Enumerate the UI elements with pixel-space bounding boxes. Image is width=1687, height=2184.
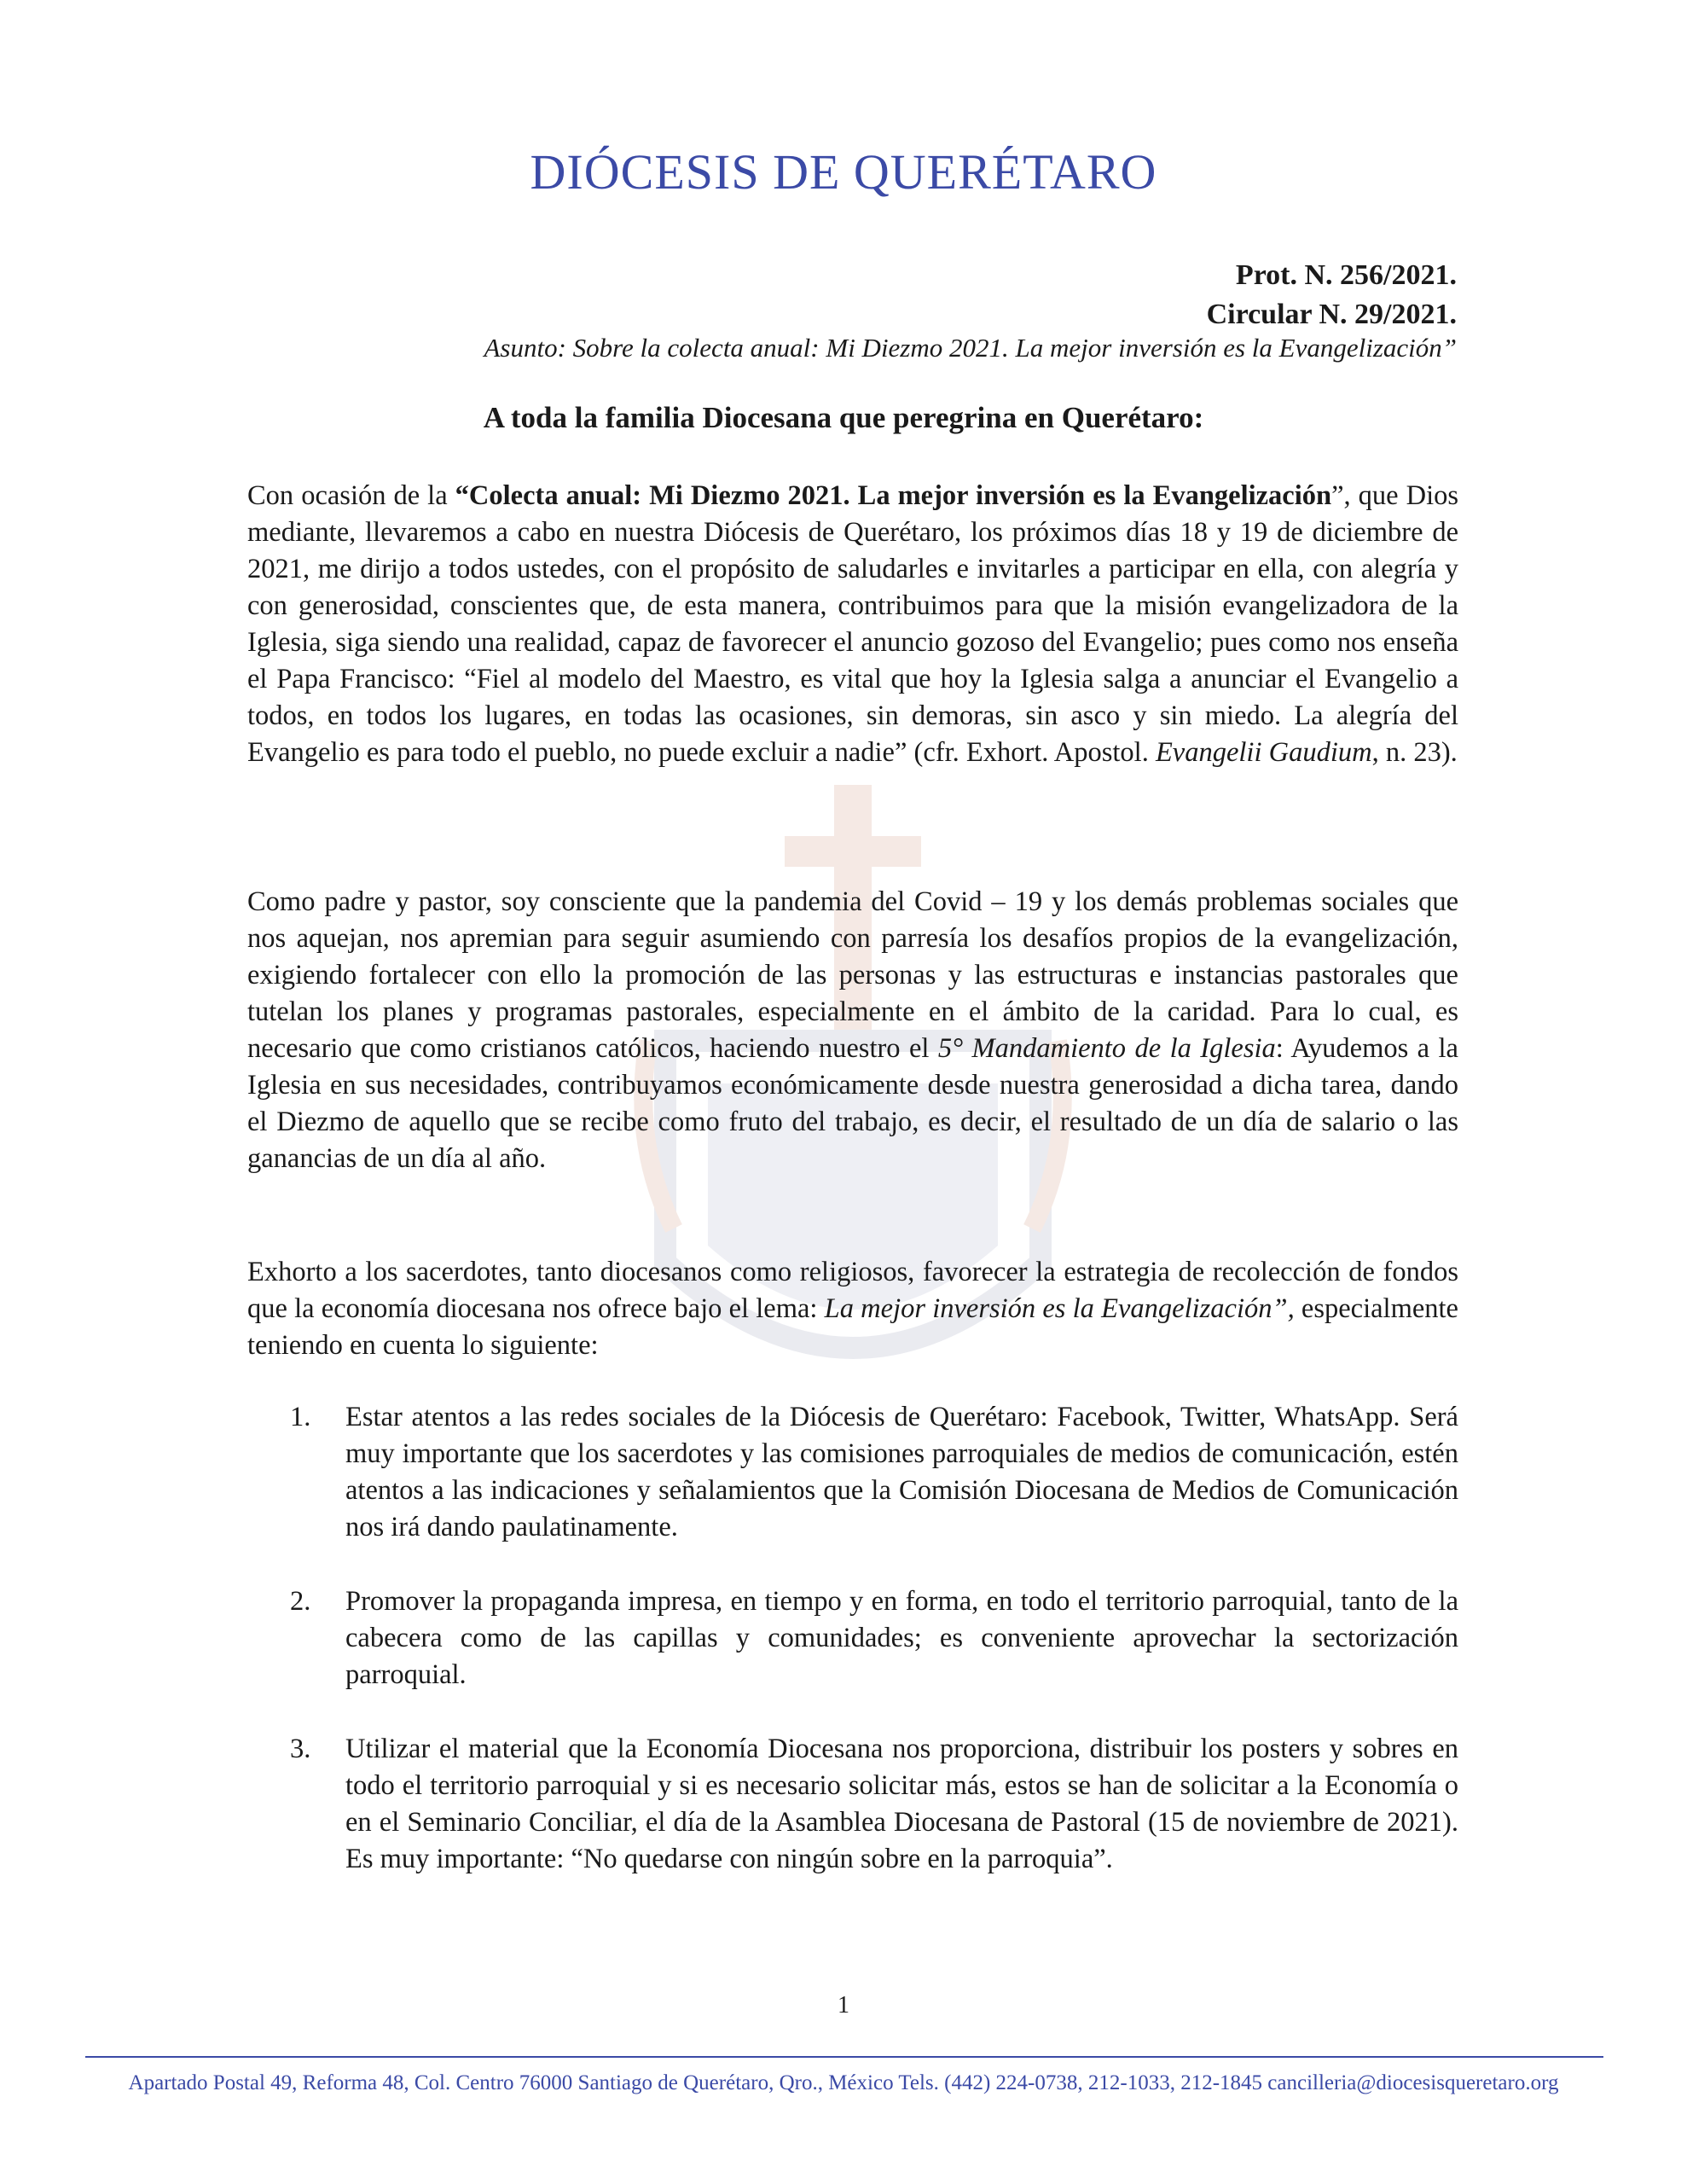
circular-number: Circular N. 29/2021. <box>1206 299 1457 330</box>
p3-lead: Exhorto a los sacerdotes, tanto diocesanos como religiosos, favorecer la estrategia de recolección de fondos que la economía diocesana nos ofrece bajo el lema: <box>247 1257 1458 1324</box>
list-item-text: Utilizar el material que la Economía Diocesana nos proporciona, distribuir los posters y sobres en todo el territorio parroquial y si es necesario solicitar más, estos se han de solicitar a la Economía o en el Seminario Conciliar, el día de la Asamblea Diocesana de Pastoral (15 de noviembre de 2021). Es muy importante: “No quedarse con ningún sobre en la parroquia”. <box>345 1734 1458 1874</box>
list-item <box>247 1583 1458 1693</box>
list-item-number: 1. <box>290 1402 311 1432</box>
list-item <box>247 1731 1458 1878</box>
page-number: 1 <box>838 1992 849 2018</box>
protocol-number: Prot. N. 256/2021. <box>1235 259 1457 291</box>
p1-citation-title: Evangelii Gaudium <box>1155 737 1372 768</box>
list-item-number: 2. <box>290 1586 311 1617</box>
subject-line: Asunto: Sobre la colecta anual: Mi Diezmo 2021. La mejor inversión es la Evangelización” <box>484 333 1457 363</box>
p2-body: : Ayudemos a la Iglesia en sus necesidades, contribuyamos económicamente desde nuestra generosidad a dicha tarea, dando el Diezmo de aquello que se recibe como fruto del trabajo, es decir, el resultado de un día de salario o las ganancias de un día al año. <box>247 1033 1458 1174</box>
p1-collection-name: “Colecta anual: Mi Diezmo 2021. La mejor inversión es la Evangelización <box>455 480 1332 511</box>
paragraph-1 <box>247 478 1458 771</box>
p3-motto: La mejor inversión es la Evangelización”, <box>824 1293 1295 1324</box>
paragraph-2 <box>247 884 1458 1177</box>
list-item <box>247 1399 1458 1546</box>
salutation: A toda la familia Diocesana que peregrina en Querétaro: <box>483 401 1204 434</box>
footer-contact: Apartado Postal 49, Reforma 48, Col. Centro 76000 Santiago de Querétaro, Qro., México Tels. (442) 224-0738, 212-1033, 212-1845 cancilleria@diocesisqueretaro.org <box>128 2071 1559 2094</box>
p1-lead: Con ocasión de la <box>247 480 455 511</box>
p2-commandment: 5° Mandamiento de la Iglesia <box>937 1033 1276 1064</box>
list-item-number: 3. <box>290 1734 311 1764</box>
list-item-text: Promover la propaganda impresa, en tiempo y en forma, en todo el territorio parroquial, tanto de la cabecera como de las capillas y comunidades; es conveniente aprovechar la sectorización parroquial. <box>345 1586 1458 1690</box>
reference-block <box>1207 256 1457 334</box>
p2-lead: Como padre y pastor, soy consciente que la pandemia del Covid – 19 y los demás problemas sociales que nos aquejan, nos apremian para seguir asumiendo con parresía los desafíos propios de la evangelización, exigiendo fortalecer con ello la promoción de las personas y las estructuras e instancias pastorales que tutelan los planes y programas pastorales, especialmente en el ámbito de la caridad. Para lo cual, es necesario que como cristianos católicos, haciendo nuestro el <box>247 886 1458 1064</box>
diocese-title: DIÓCESIS DE QUERÉTARO <box>530 144 1157 200</box>
paragraph-3 <box>247 1254 1458 1364</box>
list-item-text: Estar atentos a las redes sociales de la Diócesis de Querétaro: Facebook, Twitter, WhatsApp. Será muy importante que los sacerdotes y las comisiones parroquiales de medios de comunicación, estén atentos a las indicaciones y señalamientos que la Comisión Diocesana de Medios de Comunicación nos irá dando paulatinamente. <box>345 1402 1458 1542</box>
p1-body: ”, que Dios mediante, llevaremos a cabo en nuestra Diócesis de Querétaro, los próximos días 18 y 19 de diciembre de 2021, me dirijo a todos ustedes, con el propósito de saludarles e invitarles a participar en ella, con alegría y con generosidad, conscientes que, de esta manera, contribuimos para que la misión evangelizadora de la Iglesia, siga siendo una realidad, capaz de favorecer el anuncio gozoso del Evangelio; pues como nos enseña el Papa Francisco: “Fiel al modelo del Maestro, es vital que hoy la Iglesia salga a anunciar el Evangelio a todos, en todos los lugares, en todas las ocasiones, sin demoras, sin asco y sin miedo. La alegría del Evangelio es para todo el pueblo, no puede excluir a nadie” (cfr. Exhort. Apostol. <box>247 480 1458 768</box>
p1-end: , n. 23). <box>1371 737 1458 768</box>
instructions-list <box>247 1399 1458 1878</box>
footer-divider <box>85 2056 1603 2058</box>
p3-body: especialmente teniendo en cuenta lo siguiente: <box>247 1293 1458 1361</box>
